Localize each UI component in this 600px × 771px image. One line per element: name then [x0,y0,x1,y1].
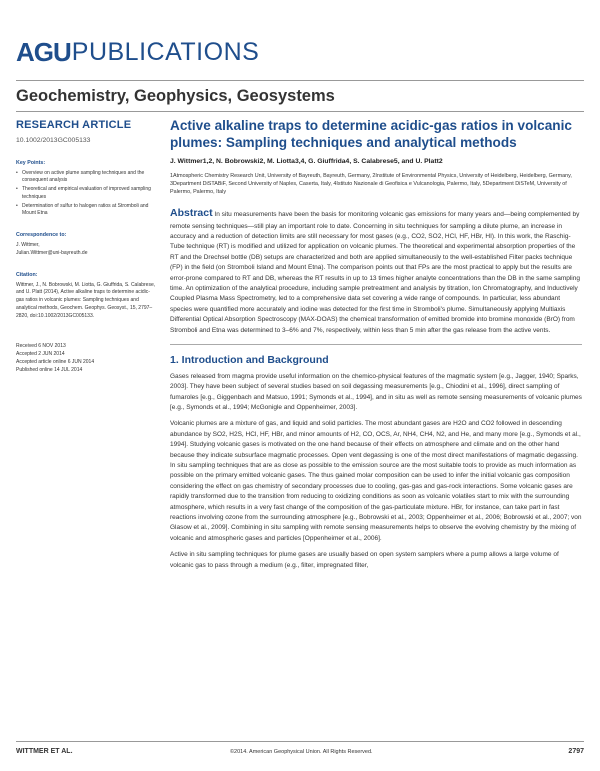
key-point: • Overview on active plume sampling techniques and the consequent analysis [16,170,156,186]
article-body [170,117,582,571]
date-published: Published online 14 JUL 2014 [16,367,83,374]
section-heading: 1. Introduction and Background [170,353,329,366]
header-divider-lower [16,111,584,112]
agu-logo: AGU [16,36,71,67]
date-online: Accepted article online 6 JUN 2014 [16,359,95,366]
section-divider [170,344,582,345]
paragraph: Gases released from magma provide useful information on the chemico-physical features of the magmatic system [e.g., Jagger, 1940; Sparks, 2003]. They have been subject of several studies based on soil degassing measurements [e.g., Chiodini et al., 1996], direct sampling of fumaroles [e.g., Giggenbach and Matsuo, 1991; Symonds et al., 1994], and in situ as well as remote sensing measurements of volcanic plumes [e.g., Symonds et al., 1994; McGonigle and Oppenheimer, 2003]. [170,372,582,412]
paragraph: Active in situ sampling techniques for plume gases are usually based on open system samplers where a pump allows a large volume of volcanic gas to pass through a medium (e.g., filter, impregnated filter, [170,551,559,569]
page-number: 2797 [568,748,584,755]
key-points-heading: Key Points: [16,159,46,166]
footer-divider [16,741,584,742]
footer-authors: WITTMER ET AL. [16,748,73,755]
abstract [170,205,582,336]
affiliations: 1Atmospheric Chemistry Research Unit, University of Bayreuth, Bayreuth, Germany, 2Institute of Environmental Physics, University of Heidelberg, Heidelberg, Germany, 3Department DiSTABiF, Second University of Naples, Caserta, Italy, 4Istituto Nazionale di Geofisica e Vulcanologia, Palermo, Italy, 5Department DiSTeM, University of Palermo, Palermo, Italy [170,172,572,195]
citation-text: Wittmer, J., N. Bobrowski, M. Liotta, G. Giuffrida, S. Calabrese, and U. Platt (2014), Active alkaline traps to determine acidic-gas ratios in volcanic plumes: Sampling techniques and analytical methods, Geochem. Geophys. Geosyst., 15, 2797–2820, doi:10.1002/2013GC005133. [16,281,156,319]
article-dates [16,342,156,374]
abstract-text: In situ measurements have been the basis for monitoring volcanic gas emissions for many years and—being complemented by remote sensing techniques—still play an important role to date. Concerning in situ techniques for sampling a dilute plume, an increase in accuracy and a reduction of detection limits are still necessary for most gases (e.g., CO2, SO2, HCl, HF, HBr, HI). In this work, the Raschig-Tube technique (RT) is modified and utilized for application on volcanic plumes. The theoretical and experimental absorption properties of the RT and the Drechsel bottle (DB) setups are characterized and both are applied simultaneously to the well-established Filter packs technique (FP) in the field (on Stromboli Island and Mount Etna). The comparison points out that FPs are the most practical to apply but the results are error-prone compared to RT and DB, whereas the RT results in up to 13 times higher analyte concentrations than the DB in the same sampling time. An optimization of the analytical procedure, including sample pretreatment and analysis by titration, Ion Chromatography, and Inductively Coupled Plasma Mass Spectrometry, led to a comprehensive data set covering a wide range of compounds. In particular, less abundant species were quantified more accurately and iodine was detected for the first time in Stromboli's plume. Simultaneously applying Multiaxis Differential Optical Absorption Spectroscopy (MAX-DOAS) the chemical transformation of emitted bromide into bromine monoxide (BrO) from Stromboli and Etna was determined to 3–6% and 7%, respectively, within less than 5 min after the gas release from the active vents. [170,210,580,334]
publications-wordmark: PUBLICATIONS [71,37,260,66]
agu-publications-logo [16,37,259,67]
key-points-list [16,170,156,219]
author-list: J. Wittmer1,2, N. Bobrowski2, M. Liotta3,4, G. Giuffrida4, S. Calabrese5, and U. Platt2 [170,157,443,165]
abstract-heading: Abstract [170,206,213,219]
citation-heading: Citation: [16,271,38,278]
date-accepted: Accepted 2 JUN 2014 [16,351,65,358]
doi[interactable]: 10.1002/2013GC005133 [16,136,91,144]
key-point: • Theoretical and empirical evaluation of improved sampling techniques [16,186,156,202]
journal-name: Geochemistry, Geophysics, Geosystems [16,87,335,105]
key-point: • Determination of sulfur to halogen ratios at Stromboli and Mount Etna [16,203,156,219]
footer-copyright: ©2014. American Geophysical Union. All Rights Reserved. [230,749,373,755]
date-received: Received 6 NOV 2013 [16,343,66,350]
paragraph: Volcanic plumes are a mixture of gas, and liquid and solid particles. The most abundant gases are H2O and CO2 followed in descending abundance by SO2, H2S, HCl, HF, HBr, and minor amounts of H2, CO, OCS, Ar, NH4, CH4, N2, and He, and many more [e.g., Symonds et al., 1994]. Studying volcanic gases is motivated on the one hand because of their effects on atmosphere and climate and on the other hand because they indicate subsurface magmatic processes. Open vent degassing is one of the most direct manifestations of magmatic degassing. In situ sampling techniques that are as close as possible to the emission source are the most suitable tools to provide as much information as possible on the primary emitted volcanic gases. The thus gained molar composition can be used to infer the initial volcanic gas composition considering the effect on gas chemistry of secondary processes due to cooling, gas-gas and gas-rock interactions. Some volcanic gases are rapidly transformed due to the transition from reducing to oxidizing conditions as soon as volcanic volatiles start to mix with the surrounding atmosphere, which results in a very fast change of the composition of the gas-particulate mixture. HBr, for instance, can take part in fast reactions involving ozone from the surrounding atmosphere [e.g., Bobrowski et al., 2003; Oppenheimer et al., 2006; Bobrowski et al., 2007; von Glasow et al., 2009]. Combining in situ sampling with remote sensing measurements helps to observe the evolving chemistry by the mixing of volcanic and atmospheric gases and particles [Oppenheimer et al., 2006]. [170,420,582,542]
correspondence-heading: Correspondence to: [16,232,67,239]
sidebar [16,117,156,374]
header-divider [16,80,584,81]
correspondence-text[interactable]: J. Wittmer, Julian.Wittmer@uni-bayreuth.de [16,242,88,256]
article-title: Active alkaline traps to determine acidic-gas ratios in volcanic plumes: Sampling techniques and analytical methods [170,118,572,151]
article-type: RESEARCH ARTICLE [16,119,132,131]
